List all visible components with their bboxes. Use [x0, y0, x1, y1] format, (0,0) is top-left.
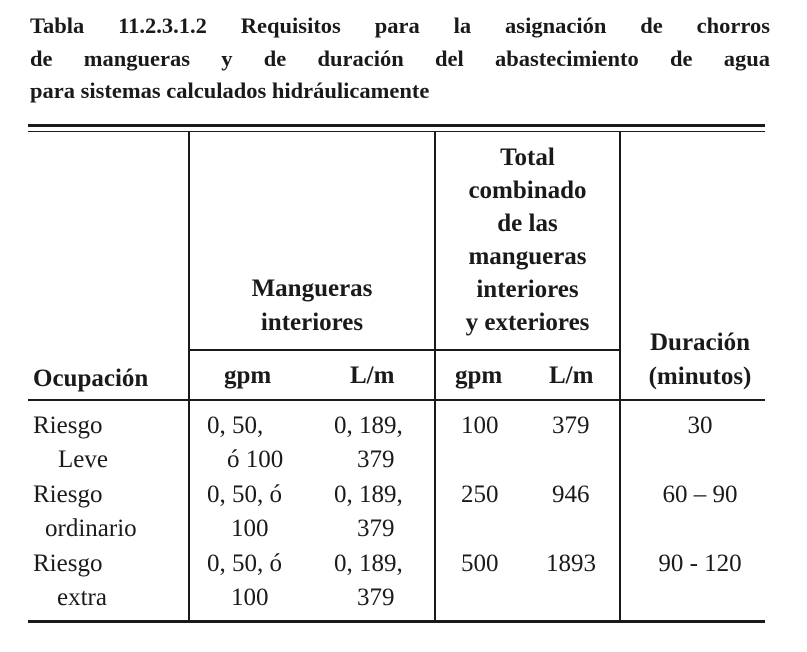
cell-int-lm: 0, 189, [334, 481, 403, 508]
header-lm-interiores: L/m [350, 362, 395, 389]
header-line: de las [497, 210, 558, 237]
caption-line: de mangueras y de duración del abastecimiento de agua [30, 45, 770, 71]
cell-tot-lm: 379 [552, 412, 590, 439]
header-total-combinado [436, 141, 619, 339]
cell-tot-gpm: 100 [461, 412, 499, 439]
header-gpm-total: gpm [455, 362, 503, 389]
cell-int-lm: 0, 189, [334, 550, 403, 577]
header-line: mangueras [468, 243, 587, 270]
header-line: y exteriores [465, 309, 590, 336]
header-line: interiores [476, 276, 579, 303]
caption-line: Tabla 11.2.3.1.2 Requisitos para la asignación de chorros [30, 13, 770, 38]
table-bottom-rule [28, 620, 765, 623]
cell-duracion: 60 – 90 [662, 481, 738, 508]
cell-int-lm: 379 [357, 584, 395, 611]
header-duracion [621, 326, 779, 394]
cell-int-gpm: 100 [231, 515, 269, 542]
cell-int-lm: 379 [357, 515, 395, 542]
cell-ocupacion: Riesgo [33, 550, 103, 577]
table-caption [30, 10, 770, 108]
cell-int-gpm: 0, 50, [207, 412, 264, 439]
column-divider [188, 132, 190, 621]
cell-duracion: 30 [687, 412, 713, 439]
cell-tot-lm: 1893 [546, 550, 596, 577]
cell-duracion: 90 - 120 [658, 550, 742, 577]
cell-tot-gpm: 500 [461, 550, 499, 577]
cell-int-lm: 0, 189, [334, 412, 403, 439]
header-lm-total: L/m [549, 362, 594, 389]
header-ocupacion: Ocupación [33, 365, 149, 392]
cell-ocupacion: ordinario [45, 515, 137, 542]
header-line: Total [500, 144, 555, 171]
subheader-rule [189, 349, 620, 351]
header-line: interiores [260, 309, 364, 336]
cell-ocupacion: Leve [58, 446, 108, 473]
cell-int-gpm: 0, 50, ó [207, 481, 282, 508]
caption-line: para sistemas calculados hidráulicamente [30, 78, 430, 103]
header-bottom-rule [28, 399, 765, 401]
cell-int-gpm: 100 [231, 584, 269, 611]
top-rule-thin [28, 131, 765, 132]
cell-ocupacion: Riesgo [33, 481, 103, 508]
top-rule-thick [28, 124, 765, 127]
cell-int-gpm: 0, 50, ó [207, 550, 282, 577]
header-line: (minutos) [648, 363, 752, 390]
cell-tot-gpm: 250 [461, 481, 499, 508]
header-gpm-interiores: gpm [224, 362, 272, 389]
header-line: Duración [650, 329, 750, 356]
header-mangueras-interiores [190, 272, 434, 340]
cell-ocupacion: Riesgo [33, 412, 103, 439]
cell-ocupacion: extra [57, 584, 107, 611]
cell-int-lm: 379 [357, 446, 395, 473]
header-line: combinado [468, 177, 587, 204]
header-line: Mangueras [251, 275, 373, 302]
cell-tot-lm: 946 [552, 481, 590, 508]
cell-int-gpm: ó 100 [227, 446, 284, 473]
